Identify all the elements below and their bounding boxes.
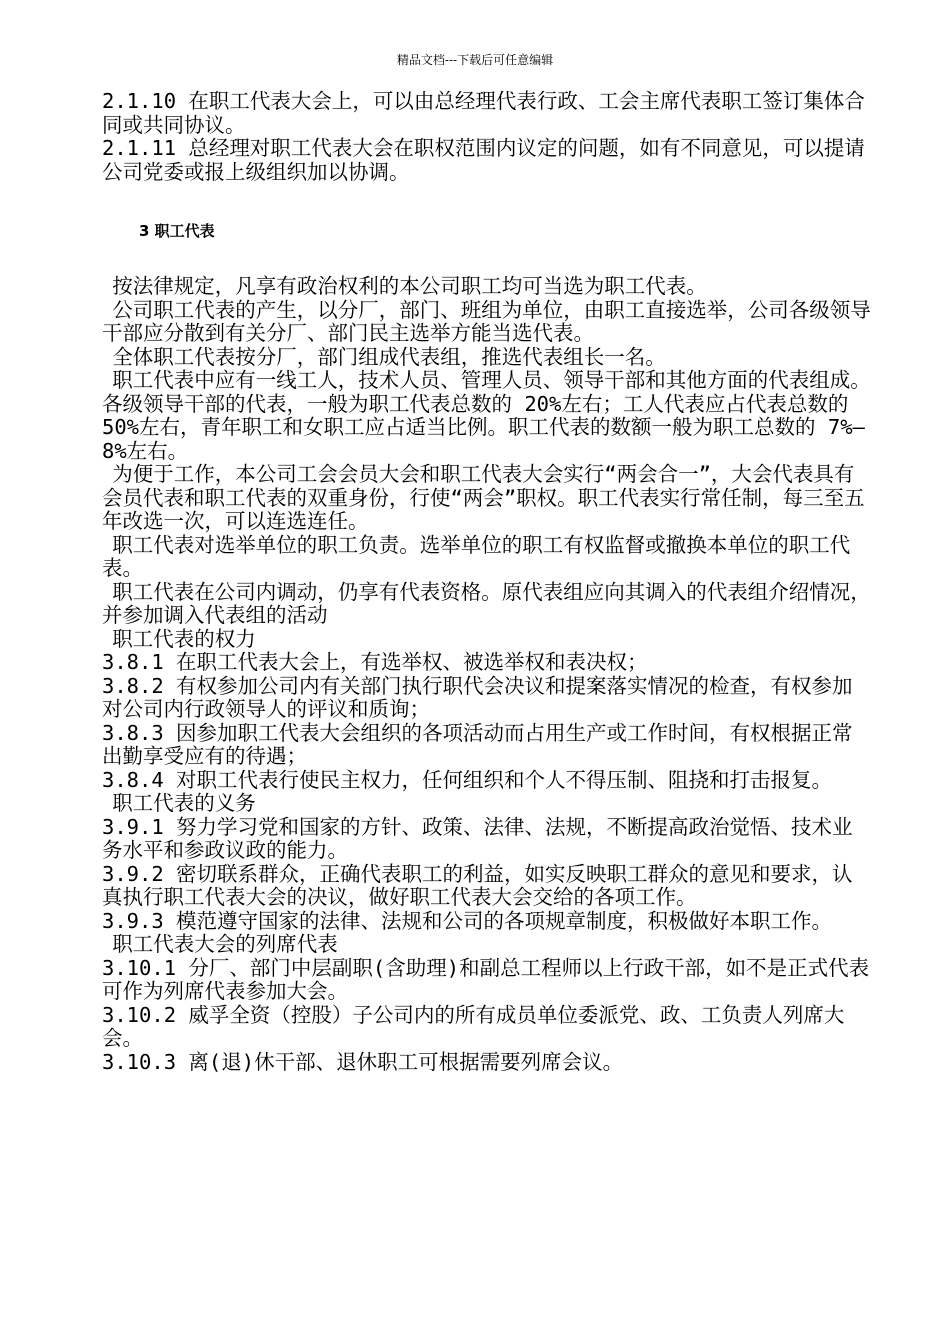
attendees-item: 3.10.2 威孚全资（控股）子公司内的所有成员单位委派党、政、工负责人列席大会。 (102, 1002, 845, 1050)
paragraph-composition: 职工代表中应有一线工人，技术人员、管理人员、领导干部和其他方面的代表组成。各级领导干部的代表，一般为职工代表总数的 20%左右；工人代表应占代表总数的 50%左右，青年职工和女职工应占适当比例。职工代表的数额一般为职工总数的 7%—8%左右。 (102, 368, 871, 463)
rights-item: 3.8.4 对职工代表行使民主权力，任何组织和个人不得压制、阻挠和打击报复。 (102, 767, 833, 792)
paragraph-accountability: 职工代表对选举单位的职工负责。选举单位的职工有权监督或撤换本单位的职工代表。 (102, 532, 851, 580)
rights-item: 3.8.2 有权参加公司内有关部门执行职代会决议和提案落实情况的检查，有权参加对公司内行政领导人的评议和质询； (102, 673, 853, 721)
page-header: 精品文档---下载后可任意编辑 (396, 53, 554, 67)
rights-item: 3.8.1 在职工代表大会上，有选举权、被选举权和表决权； (102, 650, 648, 674)
paragraph-transfer: 职工代表在公司内调动，仍享有代表资格。原代表组应向其调入的代表组介绍情况，并参加调入代表组的活动 (102, 579, 871, 627)
duties-item: 3.9.3 模范遵守国家的法律、法规和公司的各项规章制度，积极做好本职工作。 (102, 908, 833, 933)
duties-title: 职工代表的义务 (112, 791, 256, 815)
attendees-item: 3.10.1 分厂、部门中层副职(含助理)和副总工程师以上行政干部，如不是正式代表可作为列席代表参加大会。 (102, 955, 870, 1003)
attendees-item: 3.10.3 离(退)休干部、退休职工可根据需要列席会议。 (102, 1049, 624, 1074)
document-body (102, 90, 872, 1074)
rights-item: 3.8.3 因参加职工代表大会组织的各项活动而占用生产或工作时间，有权根据正常出勤享受应有的待遇； (102, 720, 853, 768)
duties-item: 3.9.1 努力学习党和国家的方针、政策、法律、法规，不断提高政治觉悟、技术业务水平和参政议政的能力。 (102, 814, 853, 862)
rights-title: 职工代表的权力 (112, 626, 256, 651)
paragraph-groups: 全体职工代表按分厂，部门组成代表组，推选代表组长一名。 (112, 344, 666, 369)
paragraph-election: 公司职工代表的产生，以分厂，部门、班组为单位，由职工直接选举，公司各级领导干部应分散到有关分厂、部门民主选举方能当选代表。 (102, 297, 871, 345)
section-heading: 3 职工代表 (139, 222, 215, 240)
clause-2-1-11: 2.1.11 总经理对职工代表大会在职权范围内议定的问题，如有不同意见，可以提请公司党委或报上级组织加以协调。 (102, 136, 865, 184)
duties-item: 3.9.2 密切联系群众，正确代表职工的利益，如实反映职工群众的意见和要求，认真执行职工代表大会的决议，做好职工代表大会交给的各项工作。 (102, 861, 853, 909)
paragraph-two-meetings: 为便于工作，本公司工会会员大会和职工代表大会实行“两会合一”，大会代表具有会员代表和职工代表的双重身份，行使“两会”职权。职工代表实行常任制，每三至五年改选一次，可以连选连任。 (102, 462, 865, 533)
paragraph-eligibility: 按法律规定，凡享有政治权利的本公司职工均可当选为职工代表。 (112, 274, 707, 298)
attendees-title: 职工代表大会的列席代表 (112, 932, 338, 956)
clause-2-1-10: 2.1.10 在职工代表大会上，可以由总经理代表行政、工会主席代表职工签订集体合同或共同协议。 (102, 89, 865, 137)
